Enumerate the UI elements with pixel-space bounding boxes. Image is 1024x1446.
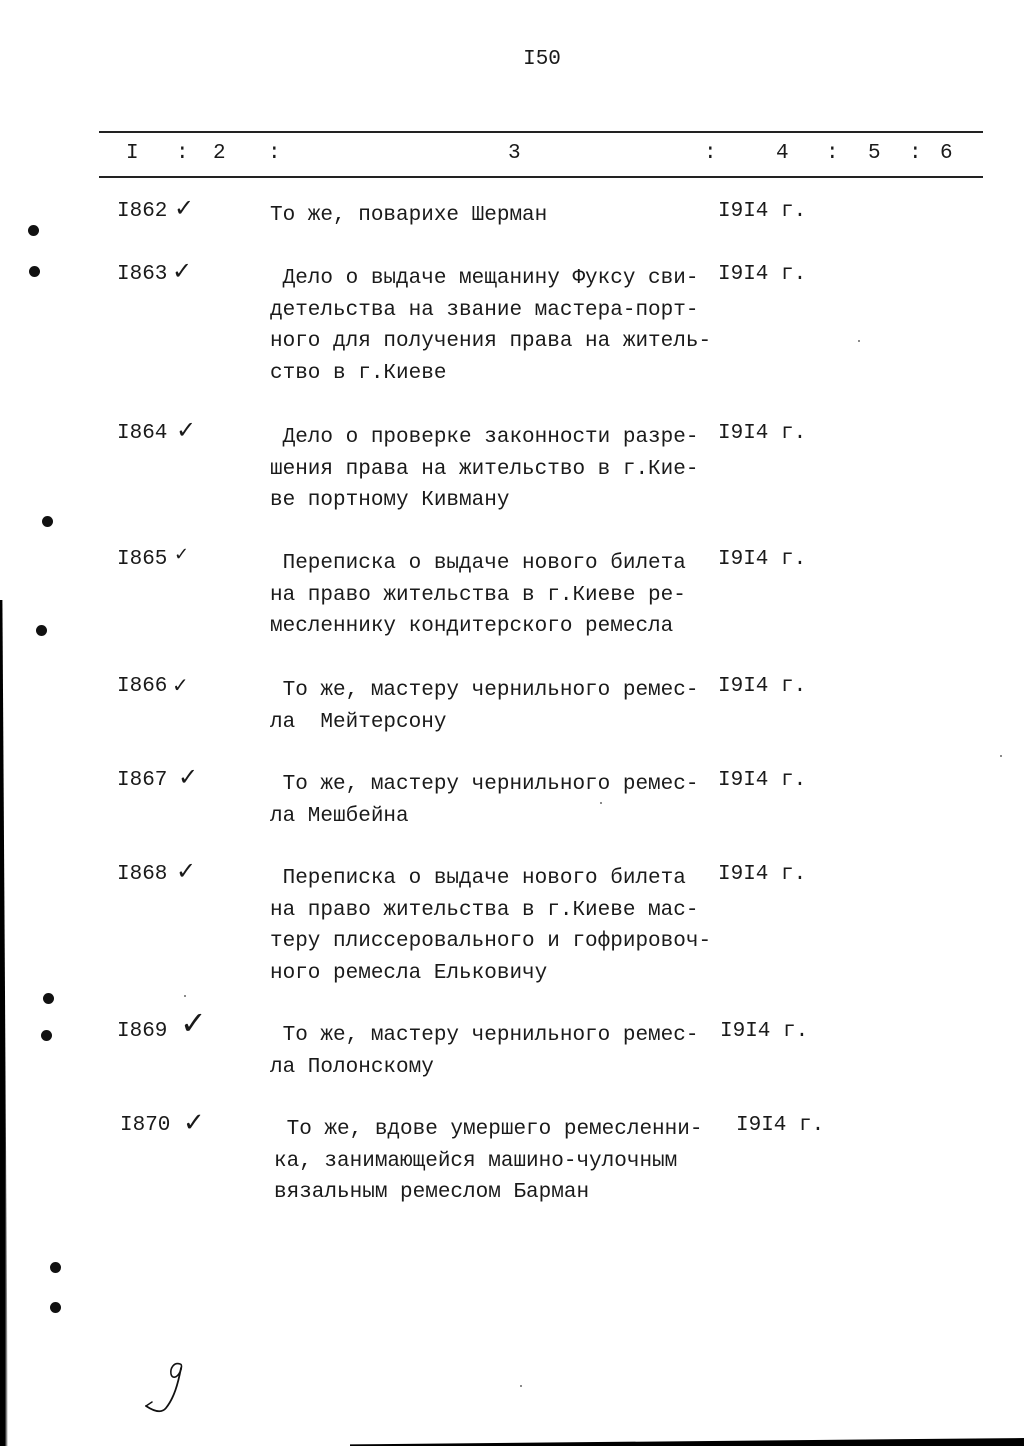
file-number: I865 (117, 548, 168, 571)
description-line: на право жительства в г.Киеве мас- (270, 898, 699, 922)
description-line: ного для получения права на житель- (270, 330, 712, 353)
binding-hole (43, 993, 54, 1004)
binding-hole (42, 516, 53, 527)
checkmark-icon: ✓ (176, 416, 197, 444)
description-line: ла Мейтерсону (270, 710, 447, 734)
binding-hole (36, 625, 47, 636)
checkmark-icon: ✓ (174, 194, 195, 222)
file-description (274, 1114, 734, 1209)
binding-hole (29, 266, 40, 277)
file-year: I9I4 г. (720, 1020, 809, 1043)
description-line: То же, вдове умершего ремесленни- (274, 1118, 703, 1141)
description-line: ве портному Кивману (270, 489, 510, 512)
file-year: I9I4 г. (718, 863, 807, 886)
file-number: I868 (117, 863, 168, 886)
handwritten-nine-icon (140, 1358, 200, 1418)
file-year: I9I4 г. (736, 1114, 825, 1137)
table-rule-top (99, 131, 983, 133)
file-description (270, 548, 730, 643)
checkmark-icon: ✓ (178, 763, 199, 791)
file-number: I870 (120, 1114, 171, 1137)
file-year: I9I4 г. (718, 769, 807, 792)
description-line: месленнику кондитерского ремесла (270, 615, 674, 638)
page-number: I50 (523, 48, 561, 71)
file-description (270, 769, 730, 832)
file-year: I9I4 г. (718, 422, 807, 445)
file-year: I9I4 г. (718, 263, 807, 286)
binding-hole (41, 1030, 52, 1041)
description-line: То же, мастеру чернильного ремес- (270, 1024, 699, 1047)
description-line: Переписка о выдаче нового билета (270, 867, 686, 890)
description-line: То же, поварихе Шерман (270, 204, 548, 227)
description-line: на право жительства в г.Киеве ре- (270, 583, 686, 607)
description-line: ла Полонскому (270, 1055, 434, 1079)
col-1-header: I (126, 142, 139, 165)
col-5-header: 5 (868, 142, 881, 165)
description-line: шения права на жительство в г.Кие- (270, 457, 699, 481)
checkmark-icon: ✓ (174, 544, 190, 565)
col-separator: : (826, 142, 839, 165)
file-description (270, 422, 730, 517)
description-line: То же, мастеру чернильного ремес- (270, 679, 699, 702)
description-line: теру плиссеровального и гофрировоч- (270, 930, 712, 953)
binding-hole (28, 225, 39, 236)
binding-hole (50, 1262, 61, 1273)
checkmark-icon: ✓ (180, 1004, 207, 1042)
description-line: Дело о выдаче мещанину Фуксу сви- (270, 267, 699, 290)
file-year: I9I4 г. (718, 548, 807, 571)
description-line: ство в г.Киеве (270, 361, 447, 385)
scan-edge-left (0, 600, 8, 1446)
file-number: I866 (117, 675, 168, 698)
checkmark-icon: ✓ (183, 1108, 205, 1138)
handwritten-folio-number (140, 1358, 200, 1418)
description-line: То же, мастеру чернильного ремес- (270, 773, 699, 796)
file-number: I867 (117, 769, 168, 792)
scan-speck (1000, 755, 1002, 757)
col-2-header: 2 (213, 142, 226, 165)
checkmark-icon: ✓ (176, 857, 197, 885)
description-line: ка, занимающейся машино-чулочным (274, 1149, 678, 1173)
file-year: I9I4 г. (718, 200, 807, 223)
file-number: I869 (117, 1020, 168, 1043)
description-line: вязальным ремеслом Барман (274, 1181, 590, 1204)
scan-speck (184, 995, 186, 997)
scan-speck (858, 340, 860, 342)
col-separator: : (176, 142, 189, 165)
table-rule-bottom (99, 176, 983, 178)
description-line: Дело о проверке законности разре- (270, 426, 699, 449)
col-separator: : (909, 142, 922, 165)
file-description (270, 863, 730, 989)
file-number: I863 (117, 263, 168, 286)
scan-edge-bottom (350, 1438, 1024, 1446)
description-line: ного ремесла Ельковичу (270, 961, 548, 985)
file-description (270, 1020, 730, 1083)
file-description (270, 200, 730, 232)
col-4-header: 4 (776, 142, 789, 165)
file-description (270, 263, 730, 389)
description-line: Переписка о выдаче нового билета (270, 552, 686, 575)
col-3-header: 3 (508, 142, 521, 165)
binding-hole (50, 1302, 61, 1313)
file-description (270, 675, 730, 738)
description-line: ла Мешбейна (270, 804, 409, 828)
file-number: I862 (117, 200, 168, 223)
col-separator: : (704, 142, 717, 165)
description-line: детельства на звание мастера-порт- (270, 298, 699, 322)
col-separator: : (268, 142, 281, 165)
file-year: I9I4 г. (718, 675, 807, 698)
checkmark-icon: ✓ (172, 673, 189, 697)
col-6-header: 6 (940, 142, 953, 165)
scan-speck (520, 1385, 522, 1387)
file-number: I864 (117, 422, 168, 445)
checkmark-icon: ✓ (172, 257, 193, 285)
